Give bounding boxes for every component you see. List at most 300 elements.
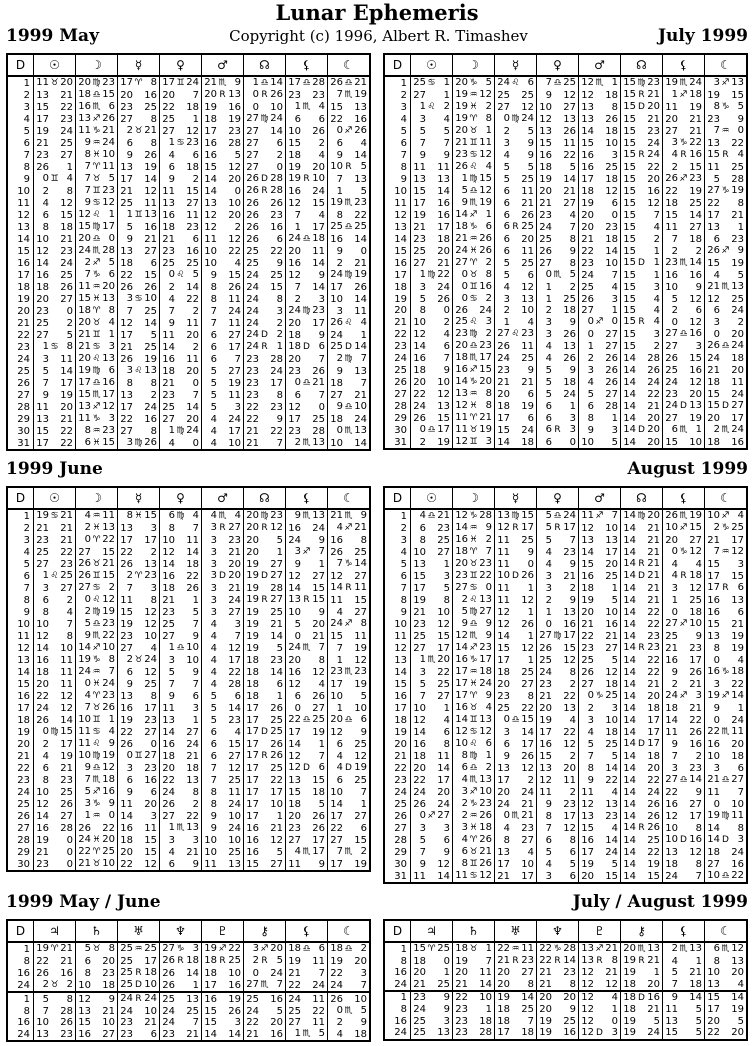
planet-glyph-header: ☊ [244,54,286,76]
degrees: 5 [210,714,217,726]
position-cell [202,389,244,401]
degrees: 0 [42,726,49,737]
minutes: 10 [228,437,241,449]
position-cell [328,293,371,305]
minutes: 0 [108,233,115,244]
minutes: 24 [228,305,241,317]
position-cell [76,846,118,858]
position-cell [537,137,579,149]
position-cell [663,173,705,185]
degrees: 8 [713,642,720,654]
minutes: 19 [228,113,241,125]
position-cell [34,197,76,209]
position-cell [328,630,371,642]
position-cell [495,125,537,137]
ephemeris-row [7,834,370,846]
position-cell [537,955,579,967]
position-cell [34,341,76,353]
minutes: 25 [312,714,325,725]
degrees: 23 [455,1027,468,1039]
minutes: 9 [485,630,492,641]
position-cell [202,992,244,1005]
position-cell [453,233,495,245]
minutes: 13 [312,510,325,521]
minutes: 16 [144,221,157,233]
ephemeris-row [384,185,747,197]
degrees: 0 [545,269,552,280]
position-cell [705,834,748,846]
minutes: 1 [443,558,450,570]
minutes: 19 [354,678,367,690]
degrees: 4 [545,546,552,558]
position-cell [411,125,453,137]
ephemeris-row [384,582,747,594]
degrees: 27 [246,161,259,173]
zodiac-sign-icon: ♐ [721,691,730,701]
tables-row-3 [6,919,748,1042]
position-cell [160,113,202,125]
position-cell [34,101,76,113]
position-cell [495,209,537,221]
minutes: 15 [354,834,367,846]
minutes: 4 [569,209,576,221]
position-cell [579,582,621,594]
minutes: 25 [437,678,450,690]
degrees: 23 [413,233,426,245]
zodiac-sign-icon: ♓ [92,523,101,533]
minutes: 12 [605,185,618,197]
minutes: 20 [228,558,241,570]
minutes: 11 [354,305,367,317]
planet-glyph-header: ☿ [495,54,537,76]
degrees: 4 [671,149,678,160]
minutes: 13 [186,774,199,786]
minutes: 22 [437,666,450,678]
degrees: 22 [78,846,91,857]
minutes: 24 [521,424,534,436]
motion-flag: R [261,90,268,100]
minutes: 23 [60,1028,73,1040]
day-number: 28 [384,400,411,412]
degrees: 4 [210,654,217,666]
day-number: 22 [7,762,34,774]
degrees: 23 [120,101,133,113]
degrees: 15 [413,943,426,954]
position-cell [76,317,118,329]
day-number: 4 [7,546,34,558]
minutes: 25 [521,221,534,232]
degrees: 13 [581,534,594,546]
position-cell [244,786,286,798]
position-cell [286,642,328,654]
degrees: 2 [42,738,49,750]
minutes: 24 [647,376,660,388]
degrees: 20 [36,293,49,305]
position-cell [495,185,537,197]
minutes: 9 [192,666,199,678]
minutes: 21 [647,522,660,534]
degrees: 0 [671,606,678,618]
minutes: 8 [611,955,618,966]
minutes: 16 [605,618,618,630]
position-cell [34,161,76,173]
degrees: 27 [539,257,552,269]
degrees: 0 [545,618,552,630]
position-cell [118,834,160,846]
zodiac-sign-icon: ♑ [595,691,604,701]
ephemeris-row [7,113,370,125]
degrees: 3 [419,822,426,834]
minutes: 3 [653,281,660,293]
minutes: 9 [569,364,576,376]
minutes: 22 [186,810,199,822]
zodiac-sign-icon: ♉ [134,655,143,665]
degrees: 12 [581,1015,594,1027]
position-cell [411,245,453,257]
position-cell [286,558,328,570]
position-cell [579,750,621,762]
degrees: 3 [503,137,510,149]
degrees: 10 [330,293,343,305]
minutes: 21 [102,1005,115,1017]
position-cell [286,1028,328,1041]
day-number: 9 [7,606,34,618]
day-number: 27 [384,388,411,400]
position-cell [663,76,705,89]
minutes: 27 [689,221,702,233]
degrees: 1 [336,702,343,714]
position-cell [76,606,118,618]
position-cell [118,185,160,197]
position-cell [202,810,244,822]
degrees: 15 [413,570,426,582]
zodiac-sign-icon: ♎ [344,78,353,88]
minutes: 25 [521,666,534,678]
day-number: 16 [7,1017,34,1028]
degrees: 10 [288,125,301,137]
position-cell [453,654,495,666]
degrees: 2 [713,522,720,533]
ephemeris-row [7,630,370,642]
degrees: 15 [78,389,91,400]
minutes: 3 [150,582,157,594]
minutes: 14 [731,690,744,701]
minutes: 7 [569,534,576,546]
degrees: 1 [252,77,259,88]
position-cell [286,437,328,450]
degrees: 27 [246,149,259,161]
minutes: 17 [102,221,115,232]
header-line-2 [6,459,748,481]
ephemeris-row [7,642,370,654]
minutes: 5 [737,1015,744,1027]
position-cell [411,750,453,762]
position-cell [537,870,579,883]
position-cell [34,955,76,967]
minutes: 6 [276,137,283,149]
motion-flag: R [261,751,268,761]
position-cell [202,437,244,450]
minutes: 26 [563,125,576,137]
position-cell [118,1017,160,1028]
degrees: 26 [330,77,343,88]
minutes: 18 [186,762,199,774]
position-cell [76,173,118,185]
minutes: 10 [731,798,744,810]
degrees: 24 [665,870,678,882]
position-cell [663,870,705,883]
position-cell [621,209,663,221]
degrees: 8 [587,762,594,774]
day-number: 27 [7,822,34,834]
day-number: 16 [384,690,411,702]
degrees: 21 [36,522,49,534]
minutes: 8 [443,738,450,750]
minutes: 24 [228,594,241,606]
minutes: 24 [731,424,744,436]
degrees: 27 [665,774,678,785]
degrees: 14 [623,352,636,364]
position-cell [34,281,76,293]
minutes: 14 [144,173,157,185]
degrees: 6 [713,233,720,245]
minutes: 15 [312,774,325,786]
zodiac-sign-icon: ♑ [92,799,101,809]
minutes: 19 [102,606,115,617]
degrees: 19 [36,943,49,954]
minutes: 25 [605,570,618,582]
minutes: 0 [318,401,325,413]
minutes: 4 [653,316,660,328]
degrees: 18 [204,955,217,966]
minutes: 0 [66,858,73,870]
minutes: 10 [354,993,367,1005]
degrees: 14 [581,546,594,558]
position-cell [705,245,748,257]
position-cell [663,137,705,149]
planet-glyph-header: ☽ [76,487,118,509]
ephemeris-row [384,281,747,293]
position-cell [621,376,663,388]
minutes: 23 [144,762,157,774]
degrees: 27 [162,943,175,954]
minutes: 26 [521,750,534,762]
ephemeris-row [384,726,747,738]
position-cell [579,113,621,125]
degrees: 2 [671,245,678,257]
degrees: 26 [413,412,426,424]
minutes: 9 [569,245,576,257]
minutes: 23 [479,558,492,569]
degrees: 7 [84,269,91,280]
degrees: 21 [539,197,552,209]
day-number: 15 [384,245,411,257]
motion-flag: R [303,174,310,184]
minutes: 4 [443,113,450,125]
position-cell [495,352,537,364]
minutes: 0 [737,125,744,136]
degrees: 20 [413,762,426,774]
zodiac-sign-icon: ♈ [92,162,101,172]
minutes: 1 [443,89,450,101]
degrees: 4 [42,750,49,762]
degrees: 4 [419,510,426,521]
degrees: 13 [36,413,49,425]
minutes: 18 [437,233,450,245]
position-cell [160,221,202,233]
ephemeris-row [7,762,370,774]
minutes: 11 [60,654,73,666]
zodiac-sign-icon: ♏ [302,102,311,112]
degrees: 9 [336,149,343,161]
zodiac-sign-icon: ♎ [302,944,311,954]
minutes: 25 [228,846,241,858]
minutes: 10 [228,967,241,979]
minutes: 12 [144,618,157,630]
degrees: 20 [246,522,259,533]
minutes: 15 [228,738,241,750]
minutes: 0 [108,810,115,821]
position-cell [663,221,705,233]
degrees: 6 [503,221,510,232]
minutes: 7 [443,352,450,364]
position-cell [118,570,160,582]
motion-flag: R [345,583,352,593]
position-cell [537,786,579,798]
minutes: 14 [689,257,702,268]
minutes: 25 [605,738,618,750]
position-cell [495,955,537,967]
degrees: 14 [623,618,636,630]
motion-flag: R [261,595,268,605]
degrees: 14 [623,606,636,618]
minutes: 16 [102,377,115,388]
zodiac-sign-icon: ♌ [511,78,520,88]
zodiac-sign-icon: ♉ [134,126,143,136]
degrees: 2 [252,955,259,966]
zodiac-sign-icon: ♈ [50,944,59,954]
degrees: 4 [42,197,49,209]
minutes: 9 [318,329,325,341]
degrees: 2 [84,606,91,617]
day-number: 20 [7,305,34,317]
position-cell [328,1028,371,1041]
position-cell [160,618,202,630]
minutes: 13 [144,558,157,570]
zodiac-sign-icon: ♐ [344,126,353,136]
day-number: 21 [7,317,34,329]
position-cell [34,209,76,221]
degrees: 7 [336,846,343,857]
minutes: 15 [689,352,702,364]
minutes: 10 [437,606,450,618]
degrees: 17 [497,774,510,786]
zodiac-sign-icon: ♑ [469,222,478,232]
ephemeris-row [7,233,370,245]
minutes: 26 [479,233,492,244]
minutes: 23 [270,510,283,521]
degrees: 21 [707,534,720,546]
minutes: 23 [102,967,115,979]
minutes: 13 [354,101,367,113]
minutes: 0 [611,316,618,328]
position-cell [118,967,160,979]
minutes: 12 [605,666,618,678]
degrees: 7 [294,281,301,293]
position-cell [663,328,705,340]
position-cell [579,834,621,846]
degrees: 20 [455,967,468,979]
position-cell [537,161,579,173]
minutes: 2 [66,979,73,990]
position-cell [118,702,160,714]
position-cell [286,846,328,858]
planet-glyph-header: ⚸ [663,54,705,76]
position-cell [118,594,160,606]
position-cell [495,509,537,522]
degrees: 16 [78,101,91,112]
position-cell [621,570,663,582]
label-july: July 1999 [658,26,748,46]
day-number: 7 [384,149,411,161]
degrees: 20 [78,233,91,244]
degrees: 23 [288,89,301,101]
planet-glyph-header: ☽ [453,54,495,76]
position-cell [76,690,118,702]
minutes: 20 [60,77,73,88]
position-cell [621,293,663,305]
position-cell [328,822,371,834]
position-cell [160,1005,202,1017]
minutes: 2 [569,582,576,594]
position-cell [705,546,748,558]
minutes: 20 [186,329,199,341]
minutes: 24 [563,388,576,400]
zodiac-sign-icon: ♎ [92,234,101,244]
position-cell [537,233,579,245]
degrees: 12 [581,978,594,990]
degrees: 10 [581,436,594,448]
position-cell [663,642,705,654]
position-cell [244,113,286,125]
degrees: 11 [497,546,510,558]
minutes: 27 [186,197,199,209]
minutes: 13 [605,798,618,810]
degrees: 4 [84,510,91,521]
zodiac-sign-icon: ♐ [679,90,688,100]
position-cell [118,992,160,1005]
position-cell [579,978,621,990]
day-number: 12 [7,642,34,654]
degrees: 15 [665,1027,678,1039]
degrees: 3 [210,606,217,618]
position-cell [537,594,579,606]
minutes: 22 [228,666,241,678]
minutes: 2 [569,281,576,293]
degrees: 0 [336,1005,343,1016]
degrees: 5 [126,221,133,233]
position-cell [328,365,371,377]
position-cell [621,305,663,316]
day-number: 29 [384,846,411,858]
degrees: 9 [84,137,91,148]
minutes: 24 [228,822,241,834]
ephemeris-row [7,654,370,666]
position-cell [495,281,537,293]
degrees: 4 [168,293,175,305]
ephemeris-row [384,738,747,750]
minutes: 15 [312,582,325,594]
